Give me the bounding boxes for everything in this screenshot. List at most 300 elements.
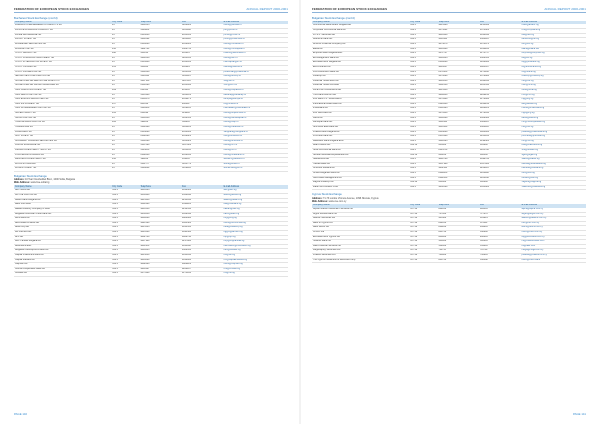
section-info	[14, 178, 288, 184]
fax-cell: 1902731	[181, 47, 223, 52]
email-address-cell: beta@betacorp.bg	[223, 226, 288, 231]
email-address-cell: office@swisscapital.ro	[223, 116, 288, 121]
company-name-cell: VIENNA INVESTMENT TRUST SA	[14, 148, 111, 153]
email-address-cell: fib@fibank.bg	[521, 70, 586, 75]
email-address-cell: ef@eurofinance.bg	[521, 65, 586, 70]
email-address-cell: deutsche@db.bg	[521, 38, 586, 43]
telephone-cell: 4008300	[437, 116, 479, 121]
telephone-cell: 4037900	[437, 162, 479, 167]
organisation-name: FEDERATION OF EUROPEAN STOCK EXCHANGES	[14, 7, 90, 11]
city-code-cell: 357 22	[409, 258, 437, 263]
company-name-cell: Real Finance AD	[312, 144, 409, 149]
city-code-cell: 359 2	[409, 33, 437, 38]
city-code-cell: 251	[111, 65, 139, 70]
city-code-cell: 359 2	[409, 61, 437, 66]
company-name-cell: UNIT INVEST SA	[14, 135, 111, 140]
table-body	[14, 24, 288, 171]
telephone-cell: 3101777	[139, 162, 181, 167]
telephone-cell: 9621520	[139, 221, 181, 226]
email-address-cell: sgeb@sgeb.bg	[521, 153, 586, 158]
telephone-cell: 9810000	[139, 258, 181, 263]
city-code-cell: 357 22	[409, 221, 437, 226]
company-name-cell: Societe Generale Expressbank AD	[312, 153, 409, 158]
company-name-cell: Tokuda Bank AD	[312, 162, 409, 167]
fax-cell: 2102021	[181, 135, 223, 140]
fax-cell: 8135100	[479, 135, 521, 140]
telephone-cell: 882100	[437, 208, 479, 212]
fax-cell: 9810303	[181, 189, 223, 193]
company-name-cell: UNICREDIT ROMANIA SECURITIES SA	[14, 139, 111, 144]
company-name-cell: PRIVATE FINANCIAL COMPANY SA	[14, 29, 111, 34]
company-name-cell: Statusinvest AD	[312, 158, 409, 163]
city-code-cell: 359 2	[111, 221, 139, 226]
telephone-cell: 881700	[437, 230, 479, 235]
city-code-cell: 359 2	[409, 89, 437, 94]
page-number: PAGE 141	[572, 412, 586, 416]
city-code-cell: 359 2	[409, 98, 437, 103]
city-code-cell: 21	[111, 125, 139, 130]
email-address-cell: office@tradeville.ro	[223, 125, 288, 130]
telephone-cell: 199100	[139, 158, 181, 163]
telephone-cell: 9882226	[139, 263, 181, 268]
email-address-cell: elana@elana.net	[521, 47, 586, 52]
fax-cell: 9232111	[479, 167, 521, 172]
email-address-cell: cm@capitalmarkets.bg	[223, 258, 288, 263]
company-name-cell: NLB West East Bank AD	[312, 125, 409, 130]
company-name-cell: SSIF INTERDEALER CAPITAL SA	[14, 107, 111, 112]
fax-cell: 214345	[181, 89, 223, 94]
fax-cell: 661914	[479, 217, 521, 222]
running-header	[14, 7, 288, 13]
telephone-cell: 214344	[139, 89, 181, 94]
fax-cell: 8166000	[479, 61, 521, 66]
telephone-cell: 9815050	[139, 254, 181, 259]
telephone-cell: 9266107	[139, 267, 181, 272]
company-name-cell: S.S.I.F. INTERCAPITAL INVEST SA	[14, 61, 111, 66]
fax-cell: 619093	[181, 112, 223, 117]
email-address-cell: bg@bgpartners.bg	[223, 230, 288, 235]
company-name-cell: Financial House Evro AD	[312, 79, 409, 84]
telephone-cell: 2101090	[139, 84, 181, 89]
city-code-cell: 359 2	[409, 47, 437, 52]
city-code-cell: 359 42	[409, 181, 437, 186]
city-code-cell: 359 2	[409, 93, 437, 98]
fax-cell: 338800	[479, 230, 521, 235]
email-address-cell: leumi@leumi.com.cy	[521, 226, 586, 231]
city-code-cell: 359 2	[111, 198, 139, 203]
email-address-cell: office@superinvest.ro	[223, 112, 288, 117]
left-page	[0, 0, 296, 424]
city-code-cell: 21	[111, 61, 139, 66]
email-address-cell: tokuda@tokudabank.bg	[521, 162, 586, 167]
member-directory-table	[14, 21, 288, 172]
table-body	[14, 189, 288, 276]
company-name-cell: TRADEVILLE SA	[14, 125, 111, 130]
email-address-cell: office@vit.ro	[223, 148, 288, 153]
company-name-cell: ABV Invest AD	[14, 189, 111, 193]
email-address-cell: office@romcapital.ro	[223, 47, 288, 52]
table-row	[312, 258, 586, 263]
telephone-cell: 9658358	[139, 212, 181, 217]
fax-cell: 9530440	[181, 194, 223, 199]
organisation-name: FEDERATION OF EUROPEAN STOCK EXCHANGES	[312, 7, 388, 11]
fax-cell: 2104431	[181, 61, 223, 66]
email-address-cell: alpha@alpha.com.cy	[521, 208, 586, 212]
column-header-email-address: E-mail Address	[521, 21, 586, 25]
company-name-cell: UBB Asset Management AD	[312, 176, 409, 181]
fax-cell: 8186123	[479, 107, 521, 112]
telephone-cell: 3119100	[139, 107, 181, 112]
city-code-cell: 359 2	[111, 212, 139, 217]
telephone-cell: 8135100	[437, 135, 479, 140]
column-header-city-code: City Code	[409, 21, 437, 25]
fax-cell: 9811500	[181, 244, 223, 249]
column-header-email-address: E-mail Address	[223, 21, 288, 25]
city-code-cell: 21	[111, 107, 139, 112]
company-name-cell: TRANSILVANIA CAPITAL SA	[14, 121, 111, 126]
telephone-cell: 600600	[437, 181, 479, 186]
email-address-cell: office@volksbank.ro	[223, 153, 288, 158]
fax-cell: 3119091	[181, 167, 223, 172]
city-code-cell: 21	[111, 167, 139, 172]
company-name-cell: BG Partners AD	[14, 230, 111, 235]
telephone-cell: 9210510	[139, 207, 181, 212]
city-code-cell: 359 2	[409, 121, 437, 126]
email-address-cell: ccb@corpbank.bg	[521, 29, 586, 34]
telephone-cell: 208000	[437, 235, 479, 240]
fax-cell: 9391220	[181, 203, 223, 208]
fax-cell: 9101310	[479, 84, 521, 89]
email-address-cell: ubb@ubb.bg	[521, 171, 586, 176]
fax-cell: 9303110	[479, 125, 521, 130]
column-header-company-name: Company Name	[14, 21, 111, 25]
telephone-cell: 2106004	[139, 42, 181, 47]
city-code-cell: 359 2	[409, 24, 437, 28]
email-address-cell: dfc@dfc.bg	[521, 42, 586, 47]
fax-cell: 9810000	[181, 258, 223, 263]
city-code-cell: 359 2	[111, 217, 139, 222]
email-address-cell: ssi@ssi.ro	[223, 79, 288, 84]
company-name-cell: PRIME BROKERAGE SA	[14, 33, 111, 38]
telephone-cell: 9810444	[437, 33, 479, 38]
telephone-cell: 9376080	[437, 75, 479, 80]
table-row	[14, 272, 288, 277]
company-name-cell: BenchMark Finance AD	[14, 221, 111, 226]
section-title: Bulgarian Stock Exchange	[14, 173, 47, 178]
fax-cell: 3107081	[181, 144, 223, 149]
telephone-cell: 3201022	[139, 38, 181, 43]
email-address-cell: cisco@cisco.bank	[521, 258, 586, 263]
city-code-cell: 357 22	[409, 230, 437, 235]
email-address-cell: cbab@allianz.bg	[521, 24, 586, 28]
email-address-cell: citi@citi.bg	[223, 272, 288, 277]
company-name-cell: Capital Markets AD	[14, 258, 111, 263]
city-code-cell: 359 2	[409, 130, 437, 135]
city-code-cell: 357 22	[409, 208, 437, 212]
company-name-cell: Atlantic Securities Ltd	[312, 217, 409, 222]
city-code-cell: 359 2	[409, 171, 437, 176]
email-address-cell: eb@eb.bg	[521, 56, 586, 61]
fax-cell: 8004000	[479, 130, 521, 135]
city-code-cell: 359 2	[409, 38, 437, 43]
telephone-cell: 9176400	[437, 98, 479, 103]
email-address-cell: atlantic@atlantic.com.cy	[521, 217, 586, 222]
city-code-cell: 21	[111, 135, 139, 140]
company-name-cell: Allianz Bank Bulgaria AD	[14, 198, 111, 203]
email-address-cell: bpf@bpf.bg	[223, 235, 288, 240]
email-address-cell: office@secorp.ro	[223, 75, 288, 80]
telephone-cell: 9175100	[139, 272, 181, 277]
email-address-cell: pfc@pcnet.ro	[223, 29, 288, 34]
fax-cell: 9266107	[181, 267, 223, 272]
email-address-cell: focal@focal.bg	[521, 89, 586, 94]
telephone-cell: 717000	[437, 212, 479, 217]
company-name-cell: Capital Investment Bank AD	[14, 254, 111, 259]
fax-cell: 8171100	[479, 70, 521, 75]
email-address-cell: cib@cib.bg	[223, 254, 288, 259]
fax-cell: 3201015	[181, 56, 223, 61]
company-name-cell: Bank DSK EAD	[14, 203, 111, 208]
email-address-cell: western@western.ro	[223, 158, 288, 163]
telephone-cell: 3107080	[139, 144, 181, 149]
company-name-cell: Capman AD	[14, 263, 111, 268]
email-address-cell: efg@postbank.bg	[521, 61, 586, 66]
company-name-cell: WORLD INVEST SA	[14, 167, 111, 172]
city-code-cell: 256	[111, 47, 139, 52]
email-address-cell: hb@hellenicbank.com	[521, 240, 586, 245]
member-directory-table	[312, 21, 586, 191]
company-name-cell: VALORI MOBILIARE SA	[14, 144, 111, 149]
company-name-cell: S.S.I.F. OLTENIA SA	[14, 65, 111, 70]
telephone-cell: 9530440	[139, 194, 181, 199]
city-code-cell: 359 2	[111, 189, 139, 193]
fax-cell: 9503111	[479, 38, 521, 43]
fax-cell: 882101	[479, 208, 521, 212]
city-code-cell: 269	[111, 89, 139, 94]
email-address-cell: office@vm.ro	[223, 144, 288, 149]
info-value: www.cse.com.cy	[328, 199, 347, 203]
city-code-cell: 359 2	[409, 42, 437, 47]
city-code-cell: 359 2	[409, 65, 437, 70]
company-name-cell: Bulgarian Development Bank AD	[14, 249, 111, 254]
city-code-cell: 357 22	[409, 249, 437, 254]
fax-cell: 3201122	[181, 38, 223, 43]
fax-cell: 9862740	[181, 235, 223, 240]
telephone-cell: 2102040	[139, 153, 181, 158]
table-body	[312, 24, 586, 189]
company-name-cell: Sofia Commercial Bank AD	[312, 148, 409, 153]
fax-cell: 711712	[479, 249, 521, 254]
city-code-cell: 21	[111, 162, 139, 167]
fax-cell: 9175100	[181, 272, 223, 277]
section-title: Bucharest Stock Exchange (cont'd)	[14, 16, 58, 20]
fax-cell: 418024	[181, 65, 223, 70]
email-address-cell: bdb@bdbank.bg	[223, 249, 288, 254]
email-address-cell: rbb@rbb.bg	[521, 139, 586, 144]
fax-cell: 9215466	[479, 24, 521, 28]
company-name-cell: SSIF DELTA CAPITAL SA	[14, 93, 111, 98]
fax-cell: 4008300	[479, 116, 521, 121]
section-title: Bulgarian Stock Exchange (cont'd)	[312, 16, 355, 20]
telephone-cell: 9101310	[437, 84, 479, 89]
fax-cell: 2100271	[181, 98, 223, 103]
city-code-cell: 21	[111, 75, 139, 80]
company-name-cell: Eurobank EFG Cyprus Ltd	[312, 235, 409, 240]
email-address-cell: intercapital@ici.ro	[223, 61, 288, 66]
fax-cell: 2105031	[181, 33, 223, 38]
city-code-cell: 359 2	[409, 158, 437, 163]
company-name-cell: SOCIETATEA DE VALORI MOBILIARE SA	[14, 84, 111, 89]
fax-cell: 2102041	[181, 153, 223, 158]
email-address-cell: office@tcap.ro	[223, 121, 288, 126]
email-address-cell: zlatenlev@zlatenlev.bg	[521, 185, 586, 190]
email-address-cell: profit@profitinvest.ro	[223, 38, 288, 43]
company-name-cell: Unicredit Bulbank AD	[312, 167, 409, 172]
company-name-cell: SSIF CARPATICA INVEST SA	[14, 89, 111, 94]
report-title: ANNUAL REPORT 2000-2001	[544, 7, 586, 11]
fax-cell: 8120234	[479, 102, 521, 107]
telephone-cell: 418023	[139, 65, 181, 70]
email-address-cell: lfs@laiki.com	[521, 244, 586, 249]
city-code-cell: 268	[111, 52, 139, 57]
telephone-cell: 9898700	[437, 158, 479, 163]
fax-cell: 3110115	[181, 75, 223, 80]
column-header-company-name: Company Name	[14, 185, 111, 189]
company-name-cell: SWISS CAPITAL SA	[14, 116, 111, 121]
company-name-cell: BNG Bank AD	[14, 217, 111, 222]
email-address-cell: ings@ing.bg	[521, 112, 586, 117]
telephone-cell: 8004000	[437, 130, 479, 135]
telephone-cell: 2102020	[139, 135, 181, 140]
telephone-cell: 9269210	[437, 93, 479, 98]
company-name-cell: SSIF EUROPA SECURITIES SA	[14, 98, 111, 103]
city-code-cell: 359 2	[409, 52, 437, 57]
city-code-cell: 359 2	[111, 235, 139, 240]
right-page	[304, 0, 600, 424]
company-name-cell: Raiffeisen Bank Bulgaria EAD	[312, 139, 409, 144]
company-name-cell: Focal Point Investments AD	[312, 89, 409, 94]
city-code-cell: 359 2	[409, 75, 437, 80]
telephone-cell: 8166000	[437, 61, 479, 66]
fax-cell: 208001	[479, 235, 521, 240]
fax-cell: 9815050	[181, 254, 223, 259]
email-address-cell: bnp@bnpparibas.bg	[223, 240, 288, 245]
telephone-cell: 2104060	[139, 130, 181, 135]
telephone-cell: 2105030	[139, 33, 181, 38]
fax-cell: 9176400	[479, 98, 521, 103]
email-address-cell: zagora@zagora.bg	[521, 181, 586, 186]
email-address-cell: argus@argus.com.cy	[521, 212, 586, 217]
telephone-cell: 410013	[139, 52, 181, 57]
company-name-cell: Eurobank EFG Bulgaria AD	[312, 61, 409, 66]
company-name-cell: S.S.I.F. BRASOV SA	[14, 52, 111, 57]
telephone-cell: 1902731	[139, 47, 181, 52]
fax-cell: 717070	[479, 212, 521, 217]
email-address-cell: iab@iabank.bg	[521, 102, 586, 107]
city-code-cell: 357 22	[409, 226, 437, 231]
telephone-cell: 9176410	[437, 112, 479, 117]
company-name-cell: Beta Corp AD	[14, 226, 111, 231]
fax-cell: 592201	[181, 121, 223, 126]
email-address-cell: finacorp@finacorp.bg	[521, 75, 586, 80]
column-header-fax: Fax	[181, 185, 223, 189]
fax-cell: 9658358	[181, 212, 223, 217]
city-code-cell: 357 22	[409, 240, 437, 245]
fax-cell: 9898700	[479, 158, 521, 163]
table-row	[14, 167, 288, 172]
city-code-cell: 21	[111, 153, 139, 158]
table-row	[312, 185, 586, 190]
fax-cell: 9815533	[181, 226, 223, 231]
telephone-cell: 500000	[437, 240, 479, 245]
fax-cell: 199101	[181, 158, 223, 163]
info-label: Web Address:	[14, 181, 31, 185]
email-address-cell: scb@sofiacb.bg	[521, 148, 586, 153]
telephone-cell: 552000	[437, 244, 479, 249]
fax-cell: 500001	[479, 240, 521, 245]
email-address-cell: vanguard@vanguard.ro	[223, 130, 288, 135]
city-code-cell: 359 2	[409, 29, 437, 34]
telephone-cell: 8186123	[437, 107, 479, 112]
telephone-cell: 3113030	[139, 148, 181, 153]
telephone-cell: 686100	[437, 153, 479, 158]
company-name-cell: ROMDEVEL SECURITIES SA	[14, 42, 111, 47]
email-address-cell: oltenia@oltenia.ro	[223, 65, 288, 70]
city-code-cell: 359 2	[409, 79, 437, 84]
company-name-cell: Bulgarian American Credit Bank AD	[14, 212, 111, 217]
company-name-cell: Financial House FIB EAD	[312, 84, 409, 89]
telephone-cell: 8113700	[437, 148, 479, 153]
email-address-cell: piraeus@piraeusbank.bg	[521, 130, 586, 135]
fax-cell: 3207111	[181, 79, 223, 84]
city-code-cell: 359 2	[111, 272, 139, 277]
column-header-company-name: Company Name	[312, 204, 409, 208]
telephone-cell: 3100350	[139, 116, 181, 121]
info-value: 71-73 Lordou Vironos Avenue, 1096 Nicosia, Cyprus	[323, 196, 379, 200]
email-address-cell: bulbank@bulbank.bg	[521, 167, 586, 172]
email-address-cell: status@status.bg	[521, 158, 586, 163]
fax-cell: 9810200	[479, 47, 521, 52]
fax-cell: 2101091	[181, 84, 223, 89]
email-address-cell: fhfib@fhfib.bg	[521, 84, 586, 89]
company-name-cell: Piraeus Bank Bulgaria AD	[312, 130, 409, 135]
fax-cell: 600600	[479, 181, 521, 186]
fax-cell: 9621520	[181, 221, 223, 226]
info-label: Address:	[14, 178, 26, 182]
city-code-cell: 359 2	[409, 176, 437, 181]
city-code-cell: 241	[111, 112, 139, 117]
city-code-cell: 359 2	[409, 167, 437, 172]
telephone-cell: 9215450	[139, 198, 181, 203]
email-address-cell: nlb@nlb.bg	[521, 125, 586, 130]
company-name-cell: HVB Bank Biochim AD	[312, 93, 409, 98]
member-directory-table	[312, 204, 586, 263]
fax-cell: 552001	[479, 244, 521, 249]
fax-cell: 2104061	[181, 130, 223, 135]
telephone-cell: 9805657	[437, 65, 479, 70]
email-address-cell: office@paribas.ro	[223, 24, 288, 28]
telephone-cell: 844200	[437, 226, 479, 231]
company-name-cell: S.S.I.F. PRUDENTIAL SA	[14, 70, 111, 75]
fax-cell: 686100	[479, 153, 521, 158]
city-code-cell: 21	[111, 93, 139, 98]
telephone-cell: 3110114	[139, 75, 181, 80]
email-address-cell: ifb@finwest.ro	[223, 102, 288, 107]
fax-cell: 8113700	[479, 148, 521, 153]
fax-cell: 9810010	[479, 79, 521, 84]
city-code-cell: 21	[111, 33, 139, 38]
telephone-cell: 3201013	[139, 24, 181, 28]
